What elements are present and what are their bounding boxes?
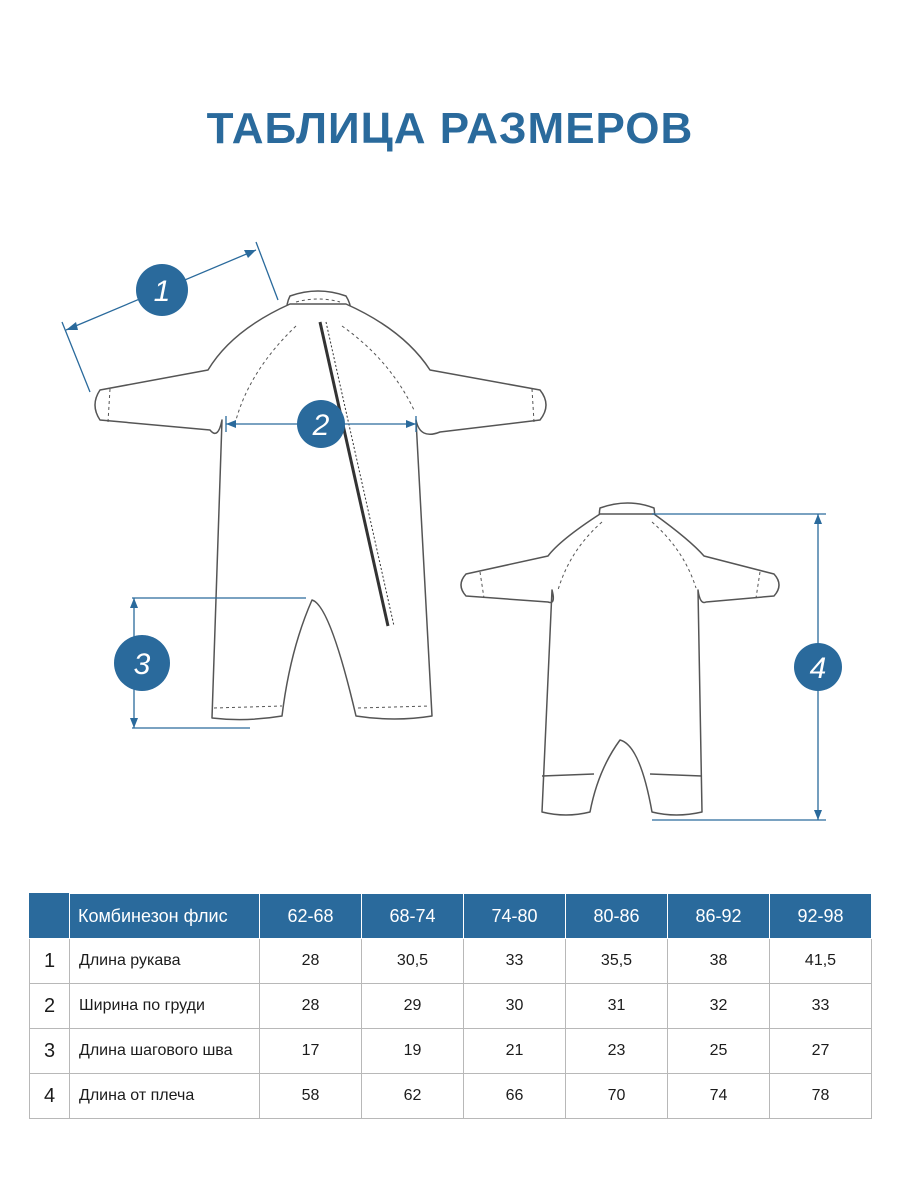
marker-3-label: 3 <box>133 648 151 681</box>
row-number: 1 <box>30 939 70 984</box>
page-title: ТАБЛИЦА РАЗМЕРОВ <box>206 104 694 153</box>
table-cell: 33 <box>464 939 566 984</box>
table-row <box>30 939 872 984</box>
table-cell: 30 <box>464 984 566 1029</box>
table-cell: 19 <box>362 1029 464 1074</box>
table-cell: 27 <box>770 1029 872 1074</box>
table-cell: 58 <box>260 1074 362 1119</box>
header-size: 62-68 <box>260 894 362 939</box>
header-size: 92-98 <box>770 894 872 939</box>
marker-4 <box>794 643 842 691</box>
table-cell: 32 <box>668 984 770 1029</box>
marker-1-label: 1 <box>153 275 171 308</box>
table-cell: 41,5 <box>770 939 872 984</box>
header-product-label: Комбинезон флис <box>70 894 260 939</box>
table-row <box>30 1029 872 1074</box>
table-cell: 29 <box>362 984 464 1029</box>
header-size: 80-86 <box>566 894 668 939</box>
table-cell: 21 <box>464 1029 566 1074</box>
row-number: 2 <box>30 984 70 1029</box>
table-cell: 30,5 <box>362 939 464 984</box>
table-cell: 66 <box>464 1074 566 1119</box>
table-cell: 38 <box>668 939 770 984</box>
table-cell: 35,5 <box>566 939 668 984</box>
table-header-row <box>30 894 872 939</box>
table-row <box>30 984 872 1029</box>
size-table <box>29 893 872 1119</box>
row-number: 4 <box>30 1074 70 1119</box>
header-size: 86-92 <box>668 894 770 939</box>
table-cell: 78 <box>770 1074 872 1119</box>
table-cell: 70 <box>566 1074 668 1119</box>
table-cell: 74 <box>668 1074 770 1119</box>
row-measurement-name: Длина шагового шва <box>70 1029 260 1074</box>
table-row <box>30 1074 872 1119</box>
measurement-arrowheads <box>66 250 822 820</box>
marker-2-label: 2 <box>312 409 330 442</box>
back-garment-drawing <box>461 503 779 815</box>
header-size: 74-80 <box>464 894 566 939</box>
table-cell: 31 <box>566 984 668 1029</box>
table-cell: 28 <box>260 984 362 1029</box>
header-size: 68-74 <box>362 894 464 939</box>
row-measurement-name: Длина от плеча <box>70 1074 260 1119</box>
measurement-lines <box>62 242 826 820</box>
row-measurement-name: Длина рукава <box>70 939 260 984</box>
marker-1 <box>136 264 188 316</box>
row-number: 3 <box>30 1029 70 1074</box>
marker-3 <box>114 635 170 691</box>
table-cell: 33 <box>770 984 872 1029</box>
table-cell: 25 <box>668 1029 770 1074</box>
table-cell: 62 <box>362 1074 464 1119</box>
header-corner-cell <box>30 894 70 939</box>
marker-2 <box>297 400 345 448</box>
table-cell: 28 <box>260 939 362 984</box>
table-cell: 23 <box>566 1029 668 1074</box>
marker-4-label: 4 <box>809 652 827 685</box>
row-measurement-name: Ширина по груди <box>70 984 260 1029</box>
table-cell: 17 <box>260 1029 362 1074</box>
